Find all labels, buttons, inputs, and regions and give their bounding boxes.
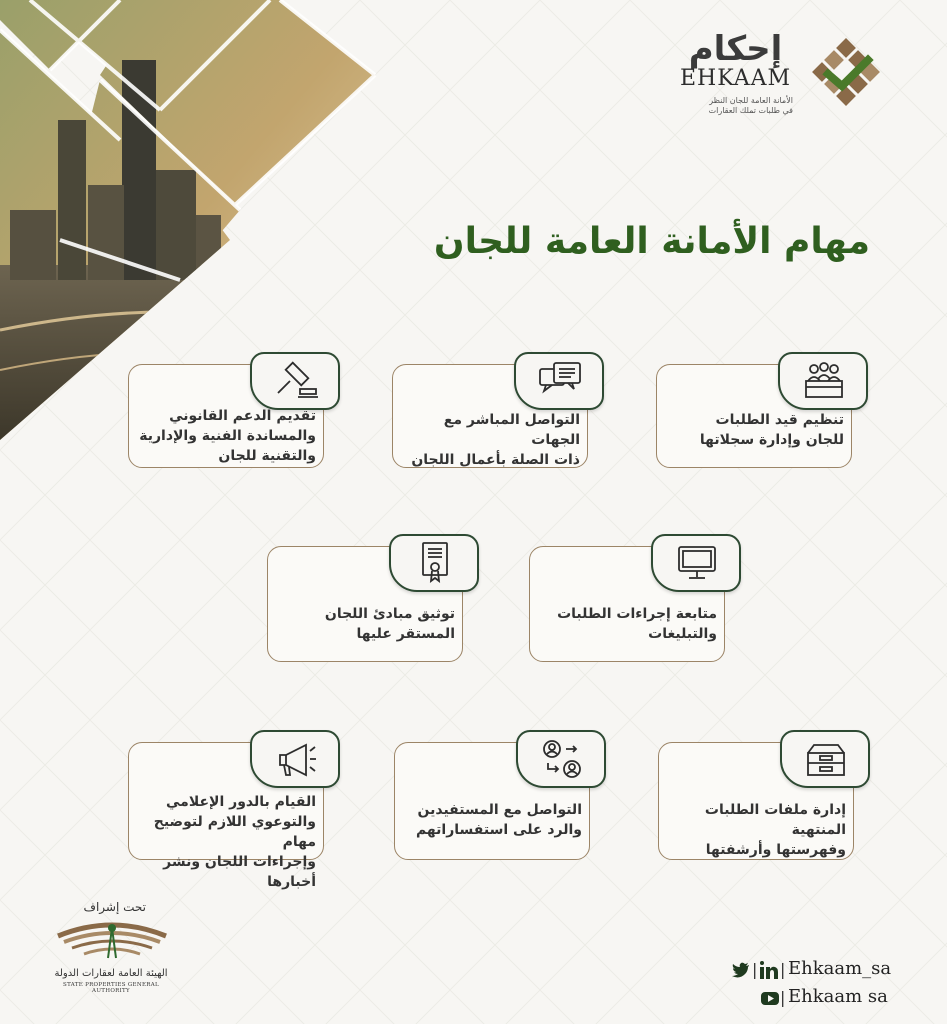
logo-mark-icon bbox=[802, 28, 890, 116]
brand-tagline-line1: الأمانة العامة للجان النظر bbox=[709, 96, 793, 105]
separator: | bbox=[780, 988, 786, 1007]
card-text: إدارة ملفات الطلبات المنتهية وفهرستها وأرشفتها bbox=[704, 802, 846, 858]
social-links bbox=[730, 958, 930, 1014]
archive-icon bbox=[800, 737, 852, 781]
brand-name-english: EHKAAM bbox=[679, 66, 792, 91]
task-card-register-requests bbox=[656, 352, 860, 474]
authority-name-english: STATE PROPERTIES GENERAL AUTHORITY bbox=[63, 982, 159, 994]
card-text: متابعة إجراءات الطلبات والتبليغات bbox=[557, 606, 717, 642]
task-card-follow-up-procedures bbox=[529, 534, 733, 656]
youtube-icon[interactable] bbox=[760, 989, 780, 1007]
ehkaam-logo bbox=[678, 28, 918, 128]
card-icon-tab bbox=[250, 352, 340, 410]
card-text: القيام بالدور الإعلامي والتوعوي اللازم لتوضيح مهام وإجراءات اللجان ونشر أخبارها bbox=[153, 794, 316, 890]
separator: | bbox=[752, 960, 758, 979]
task-card-archive-files bbox=[658, 730, 862, 858]
task-card-media-role bbox=[128, 730, 332, 890]
authority-emblem-icon bbox=[54, 918, 170, 968]
card-icon-tab bbox=[250, 730, 340, 788]
card-icon-tab bbox=[778, 352, 868, 410]
task-card-beneficiary-communication bbox=[394, 730, 598, 852]
certificate-icon bbox=[409, 541, 461, 585]
brand-tagline-line2: في طلبات تملك العقارات bbox=[708, 106, 793, 115]
task-card-legal-support bbox=[128, 352, 332, 474]
social-row-youtube bbox=[730, 986, 930, 1010]
card-icon-tab bbox=[651, 534, 741, 592]
linkedin-icon[interactable] bbox=[760, 961, 778, 979]
brand-tagline bbox=[678, 96, 793, 116]
card-text: تقديم الدعم القانوني والمساندة الفنية والإدارية والتقنية للجان bbox=[139, 408, 316, 464]
megaphone-icon bbox=[270, 737, 322, 781]
card-text: التواصل المباشر مع الجهات ذات الصلة بأعمال اللجان bbox=[411, 412, 580, 468]
users-exchange-icon bbox=[536, 737, 588, 781]
separator: | bbox=[780, 960, 786, 979]
supervision-label: تحت إشراف bbox=[83, 900, 146, 914]
task-card-document-principles bbox=[267, 534, 471, 656]
card-text: توثيق مبادئ اللجان المستقر عليها bbox=[324, 606, 455, 642]
card-icon-tab bbox=[780, 730, 870, 788]
card-text: التواصل مع المستفيدين والرد على استفساراتهم bbox=[415, 802, 582, 838]
page-title: مهام الأمانة العامة للجان bbox=[433, 221, 870, 262]
supervision-block bbox=[46, 900, 176, 995]
card-icon-tab bbox=[514, 352, 604, 410]
card-text: تنظيم قيد الطلبات للجان وإدارة سجلاتها bbox=[699, 412, 844, 448]
social-row-twitter-linkedin bbox=[730, 958, 930, 982]
card-icon-tab bbox=[516, 730, 606, 788]
authority-name-arabic: الهيئة العامة لعقارات الدولة bbox=[54, 968, 168, 979]
social-handle-twitter-linkedin[interactable]: Ehkaam_sa bbox=[788, 958, 892, 979]
committee-icon bbox=[798, 359, 850, 403]
monitor-icon bbox=[671, 541, 723, 585]
brand-name-arabic: إحكام bbox=[688, 29, 783, 69]
twitter-icon[interactable] bbox=[732, 961, 750, 979]
chat-icon bbox=[534, 359, 586, 403]
task-card-direct-communication bbox=[392, 352, 596, 474]
social-handle-youtube[interactable]: Ehkaam sa bbox=[788, 986, 888, 1007]
gavel-icon bbox=[270, 359, 322, 403]
card-icon-tab bbox=[389, 534, 479, 592]
